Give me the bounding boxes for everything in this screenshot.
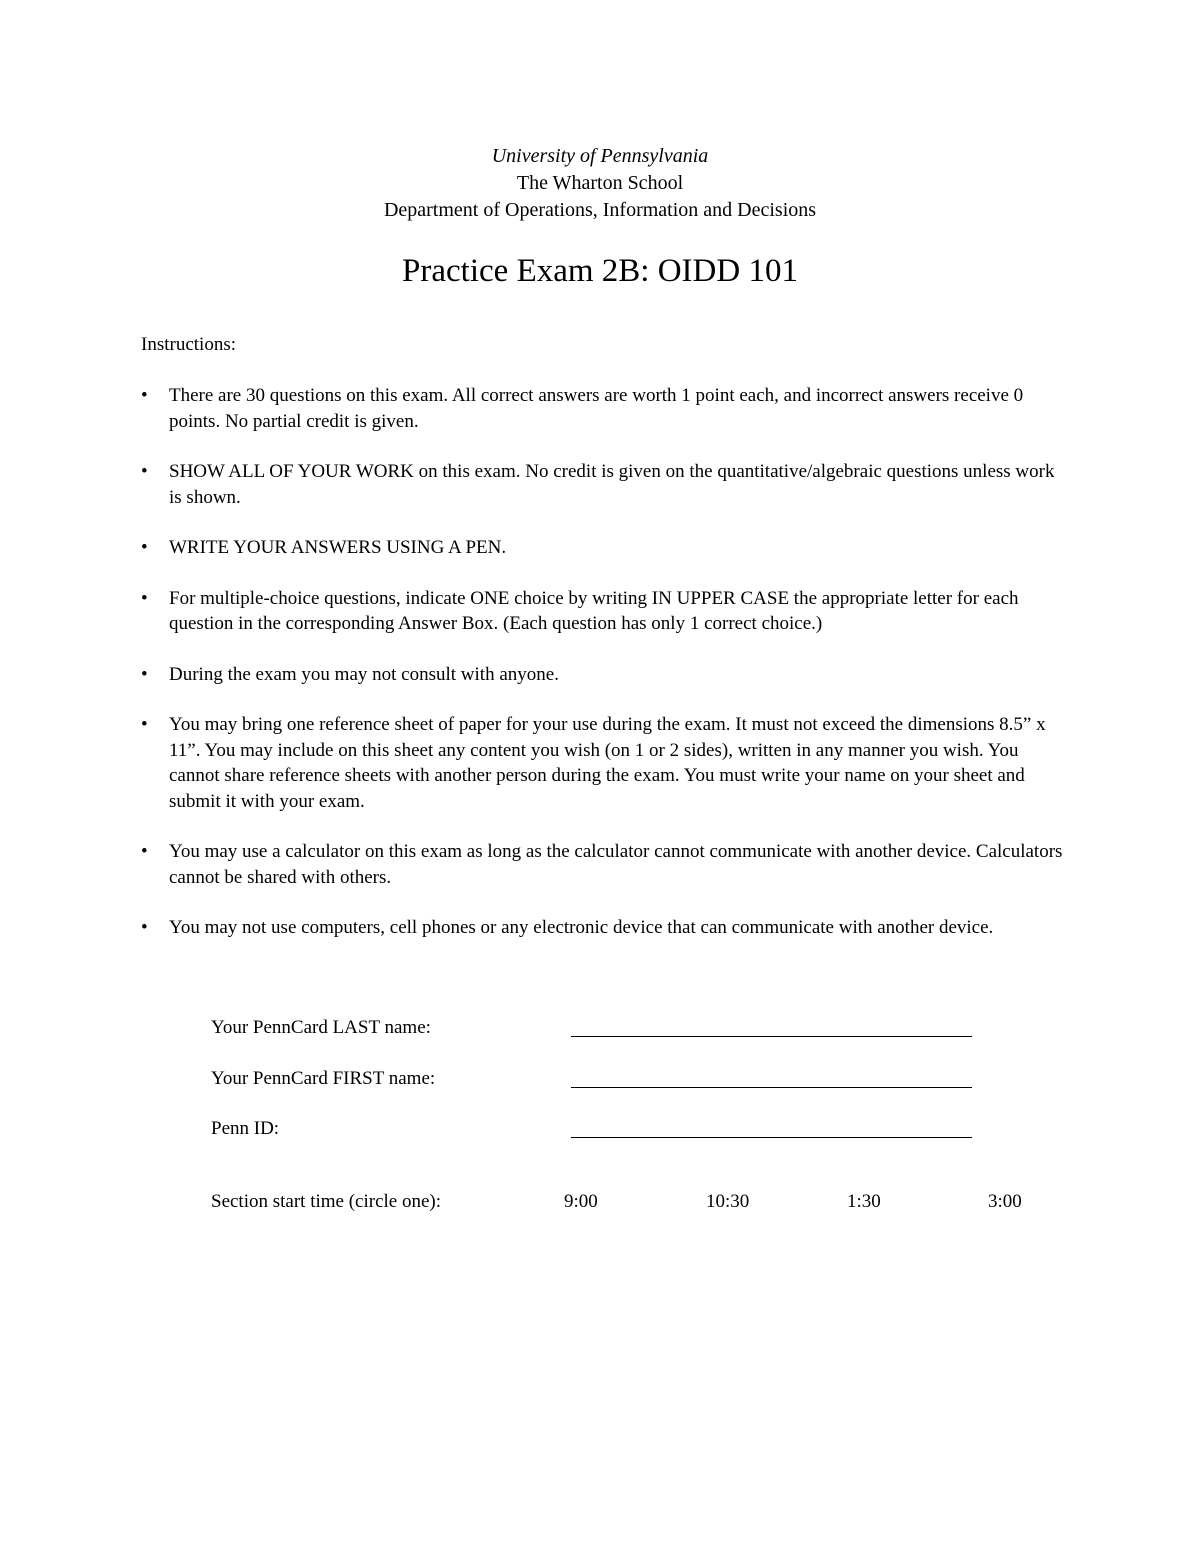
first-name-blank[interactable] xyxy=(571,1087,972,1088)
section-time-option[interactable]: 10:30 xyxy=(706,1191,750,1212)
instruction-item: • There are 30 questions on this exam. All correct answers are worth 1 point each, and incorrect answers receive 0 points. No partial credit is given. xyxy=(141,383,1071,434)
instruction-item: • For multiple-choice questions, indicate ONE choice by writing IN UPPER CASE the appropriate letter for each question in the corresponding Answer Box. (Each question has only 1 correct choice.) xyxy=(141,586,1071,637)
instructions-heading: Instructions: xyxy=(141,334,236,355)
last-name-label: Your PennCard LAST name: xyxy=(211,1017,431,1038)
section-time-label: Section start time (circle one): xyxy=(211,1191,442,1212)
last-name-blank[interactable] xyxy=(571,1036,972,1037)
instructions-list xyxy=(141,383,1071,966)
section-time-option[interactable]: 9:00 xyxy=(564,1191,598,1212)
section-time-option[interactable]: 3:00 xyxy=(988,1191,1022,1212)
school-name: The Wharton School xyxy=(516,172,684,194)
document-header xyxy=(0,143,1200,224)
first-name-label: Your PennCard FIRST name: xyxy=(211,1068,436,1089)
penn-id-label: Penn ID: xyxy=(211,1118,280,1139)
instruction-item: • During the exam you may not consult with anyone. xyxy=(141,662,1071,688)
section-time-option[interactable]: 1:30 xyxy=(847,1191,881,1212)
instruction-item: • WRITE YOUR ANSWERS USING A PEN. xyxy=(141,535,1071,561)
instruction-item: • You may use a calculator on this exam as long as the calculator cannot communicate with another device. Calculators cannot be shared with others. xyxy=(141,839,1071,890)
university-name: University of Pennsylvania xyxy=(491,145,709,167)
instruction-item: • You may bring one reference sheet of paper for your use during the exam. It must not exceed the dimensions 8.5” x 11”. You may include on this sheet any content you wish (on 1 or 2 sides), written in any manner you wish. You cannot share reference sheets with another person during the exam. You must write your name on your sheet and submit it with your exam. xyxy=(141,712,1071,814)
instruction-item: • SHOW ALL OF YOUR WORK on this exam. No credit is given on the quantitative/algebraic questions unless work is shown. xyxy=(141,459,1071,510)
penn-id-blank[interactable] xyxy=(571,1137,972,1138)
exam-title: Practice Exam 2B: OIDD 101 xyxy=(402,253,798,289)
department-name: Department of Operations, Information and Decisions xyxy=(383,199,817,221)
instruction-item: • You may not use computers, cell phones or any electronic device that can communicate with another device. xyxy=(141,915,1071,941)
